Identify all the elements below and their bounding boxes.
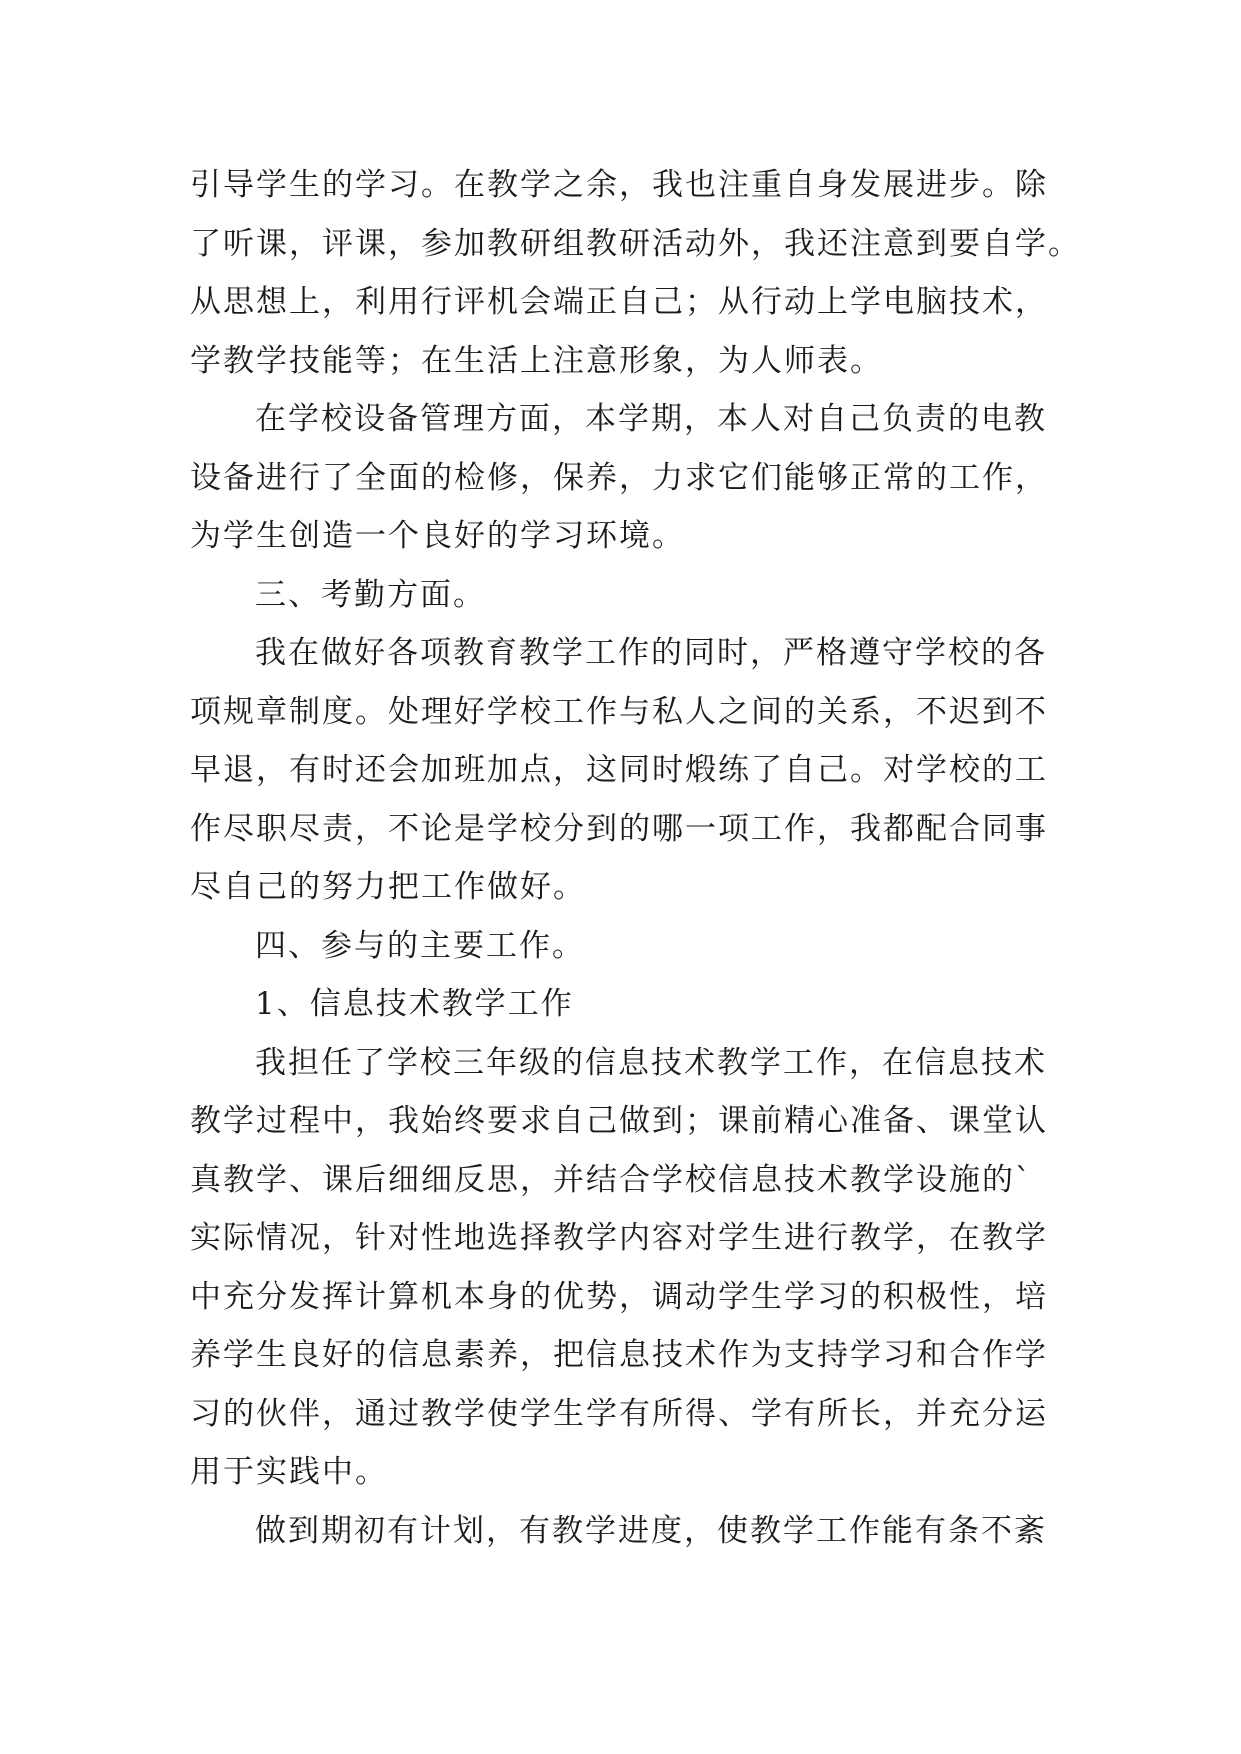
text-line: 为学生创造一个良好的学习环境。	[190, 518, 685, 554]
text-line: 学教学技能等；在生活上注意形象，为人师表。	[190, 342, 883, 379]
text-line: 实际情况，针对性地选择教学内容对学生进行教学，在教学	[190, 1220, 1048, 1256]
subsection-heading: 1、信息技术教学工作	[255, 986, 574, 1022]
text-line: 设备进行了全面的检修，保养，力求它们能够正常的工作，	[190, 459, 1048, 496]
section-heading: 三、考勤方面。	[255, 576, 486, 613]
text-line: 中充分发挥计算机本身的优势，调动学生学习的积极性，培	[190, 1278, 1048, 1315]
paragraph-first-line: 我担任了学校三年级的信息技术教学工作，在信息技术	[255, 1044, 1047, 1081]
text-line: 早退，有时还会加班加点，这同时煅练了自己。对学校的工	[190, 752, 1048, 788]
paragraph-first-line: 在学校设备管理方面，本学期，本人对自己负责的电教	[255, 401, 1047, 437]
paragraph-first-line: 我在做好各项教育教学工作的同时，严格遵守学校的各	[255, 635, 1047, 671]
paragraph-first-line: 做到期初有计划，有教学进度，使教学工作能有条不紊	[255, 1512, 1047, 1549]
text-line: 习的伙伴，通过教学使学生学有所得、学有所长，并充分运	[190, 1395, 1048, 1432]
text-line: 尽自己的努力把工作做好。	[190, 869, 586, 905]
section-heading: 四、参与的主要工作。	[255, 927, 585, 964]
text-line: 了听课，评课，参加教研组教研活动外，我还注意到要自学。	[190, 225, 1081, 262]
text-line: 真教学、课后细细反思，并结合学校信息技术教学设施的`	[190, 1161, 1033, 1198]
text-line: 养学生良好的信息素养，把信息技术作为支持学习和合作学	[190, 1337, 1048, 1373]
text-line: 引导学生的学习。在教学之余，我也注重自身发展进步。除	[190, 167, 1048, 203]
text-line: 从思想上，利用行评机会端正自己；从行动上学电脑技术，	[190, 284, 1048, 320]
text-line: 作尽职尽责，不论是学校分到的哪一项工作，我都配合同事	[190, 810, 1048, 847]
document-body	[190, 156, 1081, 1560]
text-line: 项规章制度。处理好学校工作与私人之间的关系，不迟到不	[190, 693, 1048, 730]
text-line: 用于实践中。	[190, 1454, 388, 1490]
text-line: 教学过程中，我始终要求自己做到；课前精心准备、课堂认	[190, 1103, 1048, 1139]
